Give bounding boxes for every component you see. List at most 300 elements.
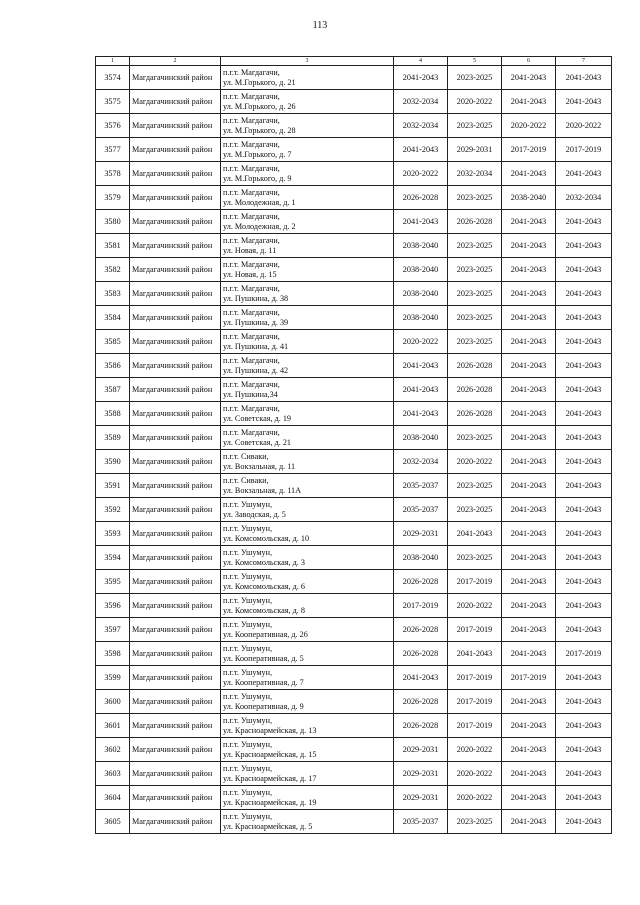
- address-cell: [221, 354, 394, 378]
- address-line1: п.г.т. Ушумун,: [223, 811, 273, 821]
- address-line2: ул. Красноармейская, д. 5: [223, 821, 313, 831]
- period-cell: 2026-2028: [448, 354, 502, 378]
- row-number: 3582: [96, 258, 130, 282]
- table-row: [96, 378, 612, 402]
- row-number: 3575: [96, 90, 130, 114]
- address-cell: [221, 762, 394, 786]
- address-line2: ул. Новая, д. 15: [223, 269, 277, 279]
- address-line1: п.г.т. Магдагачи,: [223, 67, 280, 77]
- period-cell: 2029-2031: [394, 786, 448, 810]
- period-cell: 2041-2043: [502, 474, 556, 498]
- address-line1: п.г.т. Магдагачи,: [223, 91, 280, 101]
- row-number: 3600: [96, 690, 130, 714]
- period-cell: 2041-2043: [502, 618, 556, 642]
- table-row: [96, 546, 612, 570]
- table-row: [96, 426, 612, 450]
- address-line2: ул. Красноармейская, д. 13: [223, 725, 317, 735]
- period-cell: 2020-2022: [448, 762, 502, 786]
- address-line1: п.г.т. Магдагачи,: [223, 379, 280, 389]
- period-cell: 2017-2019: [394, 594, 448, 618]
- address-line2: ул. Кооперативная, д. 26: [223, 629, 308, 639]
- period-cell: 2041-2043: [556, 810, 612, 834]
- period-cell: 2041-2043: [556, 354, 612, 378]
- period-cell: 2017-2019: [448, 690, 502, 714]
- row-number: 3588: [96, 402, 130, 426]
- district-cell: Магдагачинский район: [130, 714, 221, 738]
- row-number: 3590: [96, 450, 130, 474]
- period-cell: 2038-2040: [394, 282, 448, 306]
- period-cell: 2041-2043: [556, 570, 612, 594]
- period-cell: 2026-2028: [448, 378, 502, 402]
- period-cell: 2017-2019: [556, 138, 612, 162]
- period-cell: 2041-2043: [556, 474, 612, 498]
- district-cell: Магдагачинский район: [130, 114, 221, 138]
- period-cell: 2023-2025: [448, 474, 502, 498]
- period-cell: 2026-2028: [448, 402, 502, 426]
- address-line1: п.г.т. Ушумун,: [223, 739, 273, 749]
- address-line1: п.г.т. Магдагачи,: [223, 331, 280, 341]
- district-cell: Магдагачинский район: [130, 618, 221, 642]
- row-number: 3592: [96, 498, 130, 522]
- address-line2: ул. Советская, д. 19: [223, 413, 292, 423]
- period-cell: 2041-2043: [556, 90, 612, 114]
- period-cell: 2038-2040: [394, 546, 448, 570]
- row-number: 3577: [96, 138, 130, 162]
- period-cell: 2041-2043: [556, 618, 612, 642]
- address-cell: [221, 114, 394, 138]
- address-line1: п.г.т. Ушумун,: [223, 787, 273, 797]
- district-cell: Магдагачинский район: [130, 306, 221, 330]
- address-line1: п.г.т. Ушумун,: [223, 691, 273, 701]
- period-cell: 2041-2043: [448, 522, 502, 546]
- row-number: 3585: [96, 330, 130, 354]
- address-cell: [221, 810, 394, 834]
- table-row: [96, 642, 612, 666]
- period-cell: 2017-2019: [502, 666, 556, 690]
- district-cell: Магдагачинский район: [130, 690, 221, 714]
- address-line2: ул. Комсомольская, д. 3: [223, 557, 305, 567]
- address-line2: ул. Комсомольская, д. 6: [223, 581, 305, 591]
- address-line2: ул. Пушкина,34: [223, 389, 278, 399]
- district-cell: Магдагачинский район: [130, 450, 221, 474]
- period-cell: 2023-2025: [448, 426, 502, 450]
- period-cell: 2017-2019: [448, 570, 502, 594]
- address-line2: ул. Кооперативная, д. 5: [223, 653, 304, 663]
- table-row: [96, 594, 612, 618]
- period-cell: 2038-2040: [394, 426, 448, 450]
- address-cell: [221, 90, 394, 114]
- district-cell: Магдагачинский район: [130, 378, 221, 402]
- period-cell: 2041-2043: [502, 330, 556, 354]
- period-cell: 2023-2025: [448, 282, 502, 306]
- address-line2: ул. Пушкина, д. 41: [223, 341, 289, 351]
- period-cell: 2041-2043: [556, 378, 612, 402]
- district-cell: Магдагачинский район: [130, 786, 221, 810]
- address-cell: [221, 474, 394, 498]
- period-cell: 2041-2043: [502, 378, 556, 402]
- period-cell: 2041-2043: [502, 354, 556, 378]
- address-cell: [221, 450, 394, 474]
- period-cell: 2026-2028: [394, 690, 448, 714]
- district-cell: Магдагачинский район: [130, 570, 221, 594]
- period-cell: 2041-2043: [556, 522, 612, 546]
- column-number: 7: [556, 57, 612, 66]
- row-number: 3593: [96, 522, 130, 546]
- period-cell: 2041-2043: [394, 378, 448, 402]
- address-cell: [221, 138, 394, 162]
- address-cell: [221, 282, 394, 306]
- period-cell: 2041-2043: [556, 450, 612, 474]
- address-cell: [221, 66, 394, 90]
- period-cell: 2023-2025: [448, 186, 502, 210]
- address-cell: [221, 618, 394, 642]
- row-number: 3594: [96, 546, 130, 570]
- page-number: 113: [312, 20, 328, 31]
- period-cell: 2032-2034: [394, 450, 448, 474]
- district-cell: Магдагачинский район: [130, 330, 221, 354]
- period-cell: 2020-2022: [394, 162, 448, 186]
- address-line2: ул. Пушкина, д. 38: [223, 293, 289, 303]
- period-cell: 2020-2022: [448, 738, 502, 762]
- address-line2: ул. Заводская, д. 5: [223, 509, 286, 519]
- table-row: [96, 90, 612, 114]
- district-cell: Магдагачинский район: [130, 210, 221, 234]
- period-cell: 2020-2022: [394, 330, 448, 354]
- address-line1: п.г.т. Магдагачи,: [223, 163, 280, 173]
- period-cell: 2041-2043: [502, 258, 556, 282]
- address-line1: п.г.т. Ушумун,: [223, 571, 273, 581]
- period-cell: 2041-2043: [502, 66, 556, 90]
- registry-table: [95, 56, 612, 834]
- column-number: 5: [448, 57, 502, 66]
- period-cell: 2023-2025: [448, 810, 502, 834]
- address-line1: п.г.т. Магдагачи,: [223, 283, 280, 293]
- period-cell: 2017-2019: [448, 714, 502, 738]
- period-cell: 2026-2028: [394, 714, 448, 738]
- address-cell: [221, 570, 394, 594]
- period-cell: 2038-2040: [394, 306, 448, 330]
- period-cell: 2020-2022: [448, 786, 502, 810]
- row-number: 3587: [96, 378, 130, 402]
- address-line2: ул. Молодежная, д. 2: [223, 221, 296, 231]
- district-cell: Магдагачинский район: [130, 258, 221, 282]
- address-cell: [221, 306, 394, 330]
- period-cell: 2041-2043: [502, 210, 556, 234]
- period-cell: 2020-2022: [502, 114, 556, 138]
- column-number: 4: [394, 57, 448, 66]
- address-line2: ул. Комсомольская, д. 8: [223, 605, 305, 615]
- period-cell: 2041-2043: [502, 522, 556, 546]
- address-cell: [221, 426, 394, 450]
- address-line1: п.г.т. Магдагачи,: [223, 259, 280, 269]
- row-number: 3579: [96, 186, 130, 210]
- period-cell: 2041-2043: [394, 402, 448, 426]
- address-line1: п.г.т. Магдагачи,: [223, 403, 280, 413]
- period-cell: 2041-2043: [502, 762, 556, 786]
- period-cell: 2041-2043: [502, 642, 556, 666]
- address-cell: [221, 594, 394, 618]
- table-row: [96, 306, 612, 330]
- address-cell: [221, 402, 394, 426]
- address-cell: [221, 522, 394, 546]
- address-cell: [221, 378, 394, 402]
- period-cell: 2038-2040: [394, 258, 448, 282]
- period-cell: 2041-2043: [502, 498, 556, 522]
- period-cell: 2038-2040: [502, 186, 556, 210]
- period-cell: 2041-2043: [556, 306, 612, 330]
- period-cell: 2038-2040: [394, 234, 448, 258]
- column-number: 3: [221, 57, 394, 66]
- district-cell: Магдагачинский район: [130, 426, 221, 450]
- row-number: 3601: [96, 714, 130, 738]
- address-line2: ул. М.Горького, д. 9: [223, 173, 292, 183]
- period-cell: 2026-2028: [448, 210, 502, 234]
- address-line2: ул. Новая, д. 11: [223, 245, 277, 255]
- period-cell: 2035-2037: [394, 498, 448, 522]
- registry-table-body: [96, 57, 612, 834]
- address-line2: ул. М.Горького, д. 26: [223, 101, 296, 111]
- address-line1: п.г.т. Ушумун,: [223, 667, 273, 677]
- period-cell: 2041-2043: [556, 66, 612, 90]
- period-cell: 2041-2043: [556, 498, 612, 522]
- address-cell: [221, 642, 394, 666]
- period-cell: 2023-2025: [448, 546, 502, 570]
- district-cell: Магдагачинский район: [130, 546, 221, 570]
- period-cell: 2032-2034: [448, 162, 502, 186]
- period-cell: 2041-2043: [556, 666, 612, 690]
- district-cell: Магдагачинский район: [130, 282, 221, 306]
- address-cell: [221, 498, 394, 522]
- row-number: 3583: [96, 282, 130, 306]
- period-cell: 2029-2031: [394, 762, 448, 786]
- period-cell: 2041-2043: [502, 546, 556, 570]
- address-line2: ул. Красноармейская, д. 19: [223, 797, 317, 807]
- district-cell: Магдагачинский район: [130, 90, 221, 114]
- table-row: [96, 570, 612, 594]
- row-number: 3604: [96, 786, 130, 810]
- period-cell: 2023-2025: [448, 306, 502, 330]
- period-cell: 2041-2043: [556, 402, 612, 426]
- district-cell: Магдагачинский район: [130, 498, 221, 522]
- address-line1: п.г.т. Ушумун,: [223, 499, 273, 509]
- row-number: 3597: [96, 618, 130, 642]
- period-cell: 2041-2043: [502, 282, 556, 306]
- address-cell: [221, 186, 394, 210]
- address-cell: [221, 666, 394, 690]
- address-line2: ул. Вокзальная, д. 11: [223, 461, 296, 471]
- period-cell: 2023-2025: [448, 258, 502, 282]
- row-number: 3602: [96, 738, 130, 762]
- table-row: [96, 618, 612, 642]
- table-row: [96, 258, 612, 282]
- district-cell: Магдагачинский район: [130, 666, 221, 690]
- district-cell: Магдагачинский район: [130, 738, 221, 762]
- period-cell: 2041-2043: [448, 642, 502, 666]
- period-cell: 2020-2022: [448, 594, 502, 618]
- district-cell: Магдагачинский район: [130, 162, 221, 186]
- table-row: [96, 234, 612, 258]
- table-row: [96, 690, 612, 714]
- period-cell: 2035-2037: [394, 474, 448, 498]
- district-cell: Магдагачинский район: [130, 522, 221, 546]
- period-cell: 2041-2043: [502, 402, 556, 426]
- period-cell: 2041-2043: [502, 234, 556, 258]
- period-cell: 2041-2043: [394, 138, 448, 162]
- row-number: 3578: [96, 162, 130, 186]
- row-number: 3595: [96, 570, 130, 594]
- period-cell: 2032-2034: [394, 90, 448, 114]
- period-cell: 2041-2043: [502, 306, 556, 330]
- address-line1: п.г.т. Ушумун,: [223, 763, 273, 773]
- address-line1: п.г.т. Магдагачи,: [223, 115, 280, 125]
- district-cell: Магдагачинский район: [130, 762, 221, 786]
- table-row: [96, 666, 612, 690]
- address-line1: п.г.т. Магдагачи,: [223, 139, 280, 149]
- table-row: [96, 354, 612, 378]
- address-line1: п.г.т. Магдагачи,: [223, 211, 280, 221]
- period-cell: 2032-2034: [394, 114, 448, 138]
- period-cell: 2041-2043: [556, 258, 612, 282]
- period-cell: 2026-2028: [394, 618, 448, 642]
- address-line2: ул. Красноармейская, д. 17: [223, 773, 317, 783]
- row-number: 3574: [96, 66, 130, 90]
- table-row: [96, 138, 612, 162]
- period-cell: 2020-2022: [556, 114, 612, 138]
- period-cell: 2023-2025: [448, 330, 502, 354]
- period-cell: 2041-2043: [556, 234, 612, 258]
- period-cell: 2041-2043: [502, 570, 556, 594]
- address-line1: п.г.т. Ушумун,: [223, 595, 273, 605]
- period-cell: 2041-2043: [556, 282, 612, 306]
- period-cell: 2041-2043: [502, 426, 556, 450]
- table-row: [96, 162, 612, 186]
- table-row: [96, 186, 612, 210]
- column-number: 6: [502, 57, 556, 66]
- address-line2: ул. Комсомольская, д. 10: [223, 533, 310, 543]
- period-cell: 2017-2019: [448, 618, 502, 642]
- period-cell: 2041-2043: [394, 666, 448, 690]
- period-cell: 2041-2043: [502, 810, 556, 834]
- address-line2: ул. Молодежная, д. 1: [223, 197, 296, 207]
- district-cell: Магдагачинский район: [130, 810, 221, 834]
- period-cell: 2041-2043: [502, 690, 556, 714]
- address-line2: ул. М.Горького, д. 28: [223, 125, 296, 135]
- period-cell: 2041-2043: [556, 714, 612, 738]
- period-cell: 2017-2019: [502, 138, 556, 162]
- period-cell: 2041-2043: [502, 450, 556, 474]
- period-cell: 2029-2031: [448, 138, 502, 162]
- column-number-row: [96, 57, 612, 66]
- district-cell: Магдагачинский район: [130, 402, 221, 426]
- table-row: [96, 810, 612, 834]
- table-row: [96, 402, 612, 426]
- address-line1: п.г.т. Магдагачи,: [223, 427, 280, 437]
- address-line1: п.г.т. Ушумун,: [223, 715, 273, 725]
- row-number: 3580: [96, 210, 130, 234]
- period-cell: 2023-2025: [448, 498, 502, 522]
- period-cell: 2041-2043: [394, 210, 448, 234]
- row-number: 3599: [96, 666, 130, 690]
- table-row: [96, 786, 612, 810]
- address-line2: ул. Советская, д. 21: [223, 437, 292, 447]
- table-row: [96, 474, 612, 498]
- table-row: [96, 450, 612, 474]
- row-number: 3581: [96, 234, 130, 258]
- address-line1: п.г.т. Магдагачи,: [223, 187, 280, 197]
- period-cell: 2029-2031: [394, 522, 448, 546]
- address-cell: [221, 546, 394, 570]
- address-cell: [221, 258, 394, 282]
- period-cell: 2041-2043: [556, 162, 612, 186]
- address-cell: [221, 738, 394, 762]
- address-line2: ул. Кооперативная, д. 9: [223, 701, 304, 711]
- address-cell: [221, 234, 394, 258]
- row-number: 3591: [96, 474, 130, 498]
- period-cell: 2023-2025: [448, 114, 502, 138]
- column-number: 1: [96, 57, 130, 66]
- period-cell: 2041-2043: [556, 426, 612, 450]
- period-cell: 2023-2025: [448, 234, 502, 258]
- period-cell: 2041-2043: [556, 594, 612, 618]
- address-line1: п.г.т. Сиваки,: [223, 475, 269, 485]
- period-cell: 2041-2043: [394, 66, 448, 90]
- address-line2: ул. Кооперативная, д. 7: [223, 677, 304, 687]
- period-cell: 2041-2043: [556, 762, 612, 786]
- period-cell: 2041-2043: [502, 714, 556, 738]
- address-cell: [221, 162, 394, 186]
- address-line2: ул. Пушкина, д. 39: [223, 317, 289, 327]
- period-cell: 2026-2028: [394, 186, 448, 210]
- period-cell: 2026-2028: [394, 642, 448, 666]
- row-number: 3586: [96, 354, 130, 378]
- period-cell: 2041-2043: [502, 594, 556, 618]
- district-cell: Магдагачинский район: [130, 594, 221, 618]
- address-line2: ул. Вокзальная, д. 11А: [223, 485, 302, 495]
- table-row: [96, 114, 612, 138]
- period-cell: 2041-2043: [556, 786, 612, 810]
- column-number: 2: [130, 57, 221, 66]
- row-number: 3576: [96, 114, 130, 138]
- address-line1: п.г.т. Ушумун,: [223, 547, 273, 557]
- address-line2: ул. М.Горького, д. 21: [223, 77, 296, 87]
- address-cell: [221, 330, 394, 354]
- address-line1: п.г.т. Магдагачи,: [223, 307, 280, 317]
- table-row: [96, 522, 612, 546]
- address-cell: [221, 210, 394, 234]
- table-row: [96, 714, 612, 738]
- period-cell: 2017-2019: [448, 666, 502, 690]
- period-cell: 2041-2043: [556, 690, 612, 714]
- district-cell: Магдагачинский район: [130, 354, 221, 378]
- period-cell: 2035-2037: [394, 810, 448, 834]
- address-line1: п.г.т. Ушумун,: [223, 643, 273, 653]
- table-row: [96, 738, 612, 762]
- table-row: [96, 762, 612, 786]
- period-cell: 2023-2025: [448, 66, 502, 90]
- period-cell: 2017-2019: [556, 642, 612, 666]
- address-line1: п.г.т. Ушумун,: [223, 523, 273, 533]
- table-row: [96, 498, 612, 522]
- address-cell: [221, 786, 394, 810]
- address-line1: п.г.т. Сиваки,: [223, 451, 269, 461]
- period-cell: 2041-2043: [556, 738, 612, 762]
- period-cell: 2041-2043: [394, 354, 448, 378]
- address-line2: ул. Красноармейская, д. 15: [223, 749, 317, 759]
- period-cell: 2041-2043: [502, 786, 556, 810]
- table-row: [96, 282, 612, 306]
- row-number: 3596: [96, 594, 130, 618]
- row-number: 3584: [96, 306, 130, 330]
